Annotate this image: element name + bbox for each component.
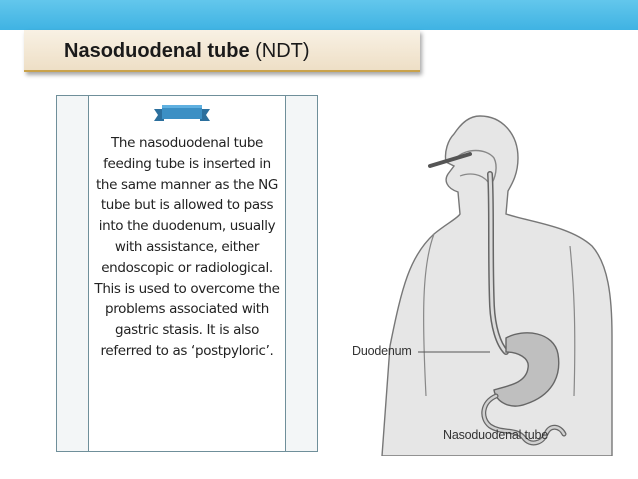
title-abbreviation: (NDT) [249,40,310,62]
panel-left-edge [57,96,89,451]
duodenum-label: Duodenum [352,344,412,358]
nasoduodenal-tube-label: Nasoduodenal tube [443,428,549,442]
title-box [24,30,420,72]
page-title [64,40,310,63]
title-bold-part: Nasoduodenal tube [64,40,250,62]
ribbon-banner-icon [152,103,212,125]
top-color-band [0,0,638,30]
description-text: The nasoduodenal tube feeding tube is inserted in the same manner as the NG tube but is allowed to pass into the duodenum, usually with assistance, either endoscopic or radiological. This is used to overcome the problems associated with gastric stasis. It is also referred to as ‘postpyloric’. [94,135,280,359]
anatomy-diagram [330,96,630,456]
panel-right-edge [285,96,317,451]
body-silhouette [382,116,612,456]
